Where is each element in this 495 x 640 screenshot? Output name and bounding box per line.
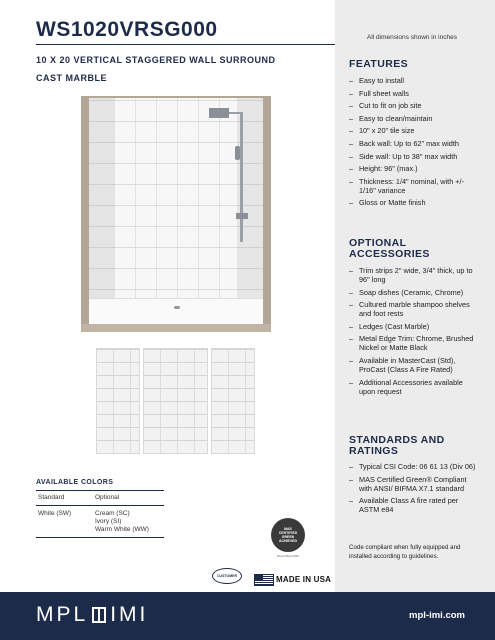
list-item: – Soap dishes (Ceramic, Chrome) [349, 288, 477, 297]
list-item: – Cultured marble shampoo shelves and foot rests [349, 300, 477, 318]
back-panel-image [143, 348, 208, 454]
back-wall [115, 98, 237, 310]
colors-table-header [36, 490, 164, 506]
list-item: – Typical CSI Code: 06 61 13 (Div 06) [349, 462, 477, 471]
shower-valve [236, 213, 248, 219]
standards-heading: STANDARDS AND RATINGS [349, 434, 445, 457]
features-list [349, 76, 477, 211]
list-item: – 10" x 20" tile size [349, 126, 477, 135]
standard-color: White (SW) [38, 510, 72, 517]
customer-badge-icon: CUSTOMER [212, 568, 242, 584]
drain [174, 306, 180, 309]
shower-base [89, 298, 263, 326]
list-item: – Ledges (Cast Marble) [349, 322, 477, 331]
list-item: – Easy to install [349, 76, 477, 85]
features-heading: FEATURES [349, 58, 409, 70]
side-panel-left-image [96, 348, 140, 454]
floor [81, 324, 271, 332]
handheld-shower [235, 146, 240, 160]
list-item: – Available Class A fire rated per ASTM e84 [349, 496, 477, 514]
table-row [36, 506, 164, 538]
list-item: – Full sheet walls [349, 89, 477, 98]
model-title: WS1020VRSG000 [36, 18, 218, 41]
rain-shower-head [209, 108, 229, 118]
list-item: – Easy to clean/maintain [349, 114, 477, 123]
title-rule [36, 44, 335, 45]
optional-column-header: Optional [95, 494, 120, 501]
made-in-usa-label: MADE IN USA [276, 575, 332, 584]
standards-list [349, 462, 477, 518]
website-link[interactable]: mpl-imi.com [409, 610, 465, 621]
dimensions-note: All dimensions shown in inches [367, 34, 457, 41]
colors-table [36, 490, 164, 538]
us-flag-icon [254, 574, 274, 586]
footer-bar [0, 592, 495, 640]
standard-column-header: Standard [38, 494, 65, 501]
list-item: – Metal Edge Trim: Chrome, Brushed Nickel or Matte Black [349, 334, 477, 352]
list-item: – Cut to fit on job site [349, 101, 477, 110]
optional-accessories-list [349, 266, 477, 399]
list-item: – Thickness: 1/4" nominal, with +/- 1/16" variance [349, 177, 477, 195]
optional-accessories-heading: OPTIONAL ACCESSORIES [349, 237, 430, 260]
material-label: CAST MARBLE [36, 73, 107, 83]
logo-mark-icon [92, 607, 106, 623]
list-item: – Trim strips 2" wide, 3/4" thick, up to 96" long [349, 266, 477, 284]
green-badge-caption: Recertified 2022 [277, 554, 299, 558]
available-colors-heading: AVAILABLE COLORS [36, 479, 114, 486]
shower-pipe [240, 112, 243, 242]
list-item: – Available in MasterCast (Std), ProCast (Class A Fire Rated) [349, 356, 477, 374]
list-item: – MAS Certified Green® Compliant with ANSI/ BIFMA X7.1 standard [349, 475, 477, 493]
list-item: – Additional Accessories available upon request [349, 378, 477, 396]
list-item: – Back wall: Up to 62" max width [349, 139, 477, 148]
list-item: – Side wall: Up to 38" max width [349, 152, 477, 161]
mas-certified-green-badge-icon: MAS CERTIFIED GREEN ACHIEVED [271, 518, 305, 552]
product-subtitle: 10 X 20 VERTICAL STAGGERED WALL SURROUND [36, 55, 276, 65]
list-item: – Gloss or Matte finish [349, 198, 477, 207]
shower-installation-image [81, 96, 271, 332]
compliance-note: Code compliant when fully equipped and installed according to guidelines. [349, 544, 461, 560]
side-panel-right-image [211, 348, 255, 454]
optional-colors: Cream (SC) Ivory (SI) Warm White (WW) [95, 510, 149, 533]
mpl-imi-logo: MPL IMI [36, 603, 149, 626]
left-side-wall [89, 98, 115, 310]
list-item: – Height: 96" (max.) [349, 164, 477, 173]
